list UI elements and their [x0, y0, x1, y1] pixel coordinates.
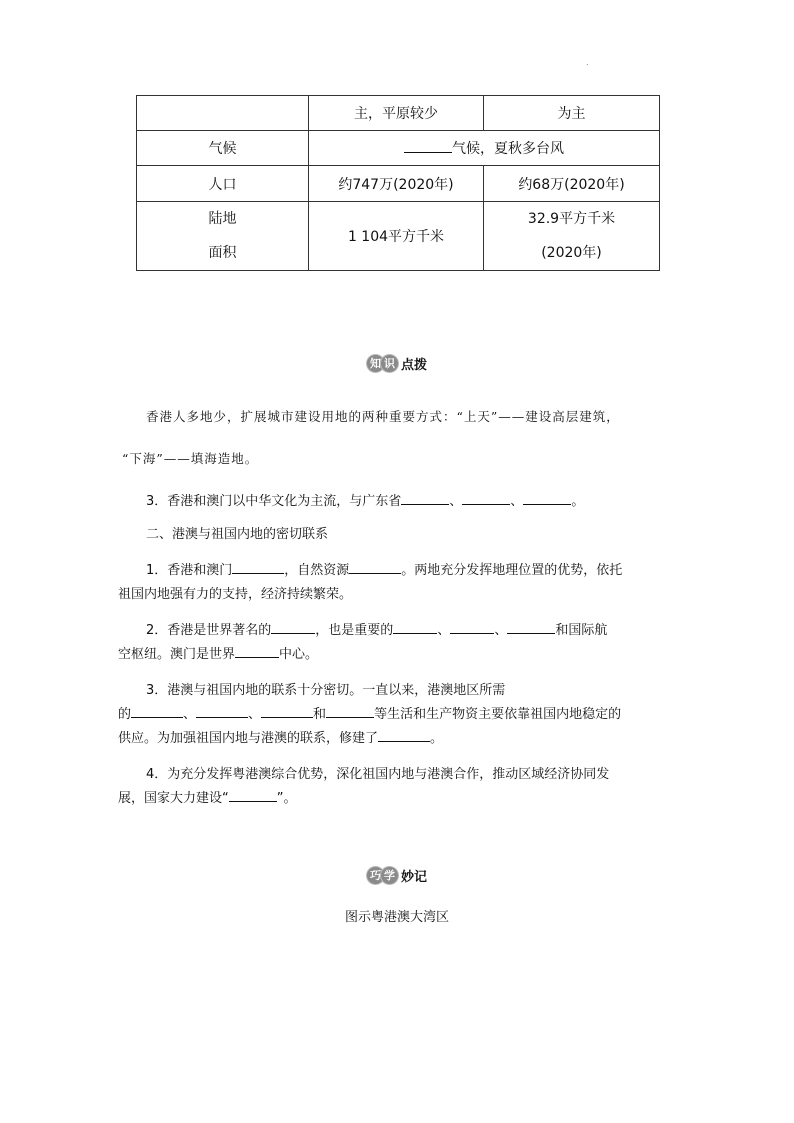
knowledge-tip-heading	[0, 354, 794, 373]
table-row	[137, 166, 660, 202]
tip-line: 香港人多地少，扩展城市建设用地的两种重要方式：“上天”——建设高层建筑，	[146, 409, 620, 424]
table-row	[137, 131, 660, 166]
table-cell-hk: 1 104平方千米	[309, 202, 484, 271]
label-line: 陆地	[208, 211, 237, 227]
table-cell-label	[137, 202, 309, 271]
text: 、	[494, 623, 508, 638]
text: ”。	[276, 791, 297, 806]
paragraph-4: 4．为充分发挥粤港澳综合优势，深化祖国内地与港澳合作，推动区域经济协同发	[146, 767, 610, 782]
text: 供应。为加强祖国内地与港澳的联系，修建了	[118, 731, 379, 746]
paragraph-1	[118, 559, 678, 583]
answer-blank[interactable]	[235, 643, 279, 658]
answer-blank[interactable]	[196, 703, 248, 718]
answer-blank[interactable]	[507, 619, 555, 634]
table-cell-label: 人口	[137, 166, 309, 202]
answer-blank[interactable]	[326, 703, 374, 718]
label-line: 面积	[208, 245, 237, 261]
hk-macao-comparison-table	[136, 95, 660, 271]
badge-text: 妙记	[400, 870, 427, 885]
badge-text: 点拨	[400, 358, 427, 373]
answer-blank[interactable]	[232, 559, 284, 574]
text: 等生活和生产物资主要依靠祖国内地稳定的	[374, 707, 622, 722]
table-cell-hk: 约747万(2020年)	[309, 166, 484, 202]
text: 2．香港是世界著名的	[146, 623, 272, 638]
answer-blank[interactable]	[404, 138, 452, 153]
table-cell-mo	[484, 202, 660, 271]
answer-blank[interactable]	[523, 490, 571, 505]
section-heading: 二、港澳与祖国内地的密切联系	[146, 527, 329, 542]
climate-text: 气候，夏秋多台风	[452, 141, 564, 157]
table-cell-hk: 主，平原较少	[309, 96, 484, 131]
answer-blank[interactable]	[229, 787, 277, 802]
answer-blank[interactable]	[271, 619, 315, 634]
text: 1．香港和澳门	[146, 563, 233, 578]
text: 、	[183, 707, 197, 722]
paragraph-2	[118, 619, 678, 643]
text: 展，国家大力建设“	[118, 791, 229, 806]
paragraph-3-line3	[118, 727, 678, 751]
answer-blank[interactable]	[349, 559, 401, 574]
table-row	[137, 202, 660, 271]
text: 。	[430, 731, 444, 746]
answer-blank[interactable]	[401, 490, 449, 505]
figure-caption: 图示粤港澳大湾区	[344, 910, 449, 925]
text: ，自然资源	[284, 563, 350, 578]
answer-blank[interactable]	[131, 703, 183, 718]
paragraph-3: 3．港澳与祖国内地的联系十分密切。一直以来，港澳地区所需	[146, 683, 506, 698]
table-cell-label	[137, 96, 309, 131]
answer-blank[interactable]	[450, 619, 494, 634]
text: 空枢纽。澳门是世界	[118, 647, 236, 662]
value-line: (2020年)	[541, 245, 602, 261]
table-cell-mo: 为主	[484, 96, 660, 131]
text: 的	[118, 707, 132, 722]
paragraph-3-line2	[118, 703, 678, 727]
badge-bubble: 巧	[367, 867, 384, 884]
question-3-culture	[118, 490, 678, 514]
paragraph-4-line2	[118, 787, 678, 811]
value-line: 32.9平方千米	[527, 211, 616, 227]
table-cell-climate	[309, 131, 660, 166]
text: 、	[510, 494, 524, 509]
text: 、	[248, 707, 262, 722]
corner-mark: .	[586, 58, 589, 67]
paragraph-2-line2	[118, 643, 678, 667]
badge-bubble: 学	[381, 867, 398, 884]
answer-blank[interactable]	[393, 619, 437, 634]
memory-tip-heading	[0, 866, 794, 885]
badge-bubble: 知	[367, 355, 384, 372]
text: 。两地充分发挥地理位置的优势，依托	[401, 563, 623, 578]
text: 中心。	[279, 647, 319, 662]
text: 和国际航	[555, 623, 608, 638]
text: 3．香港和澳门以中华文化为主流，与广东省	[146, 494, 402, 509]
text: 、	[437, 623, 451, 638]
badge-bubble: 识	[381, 355, 398, 372]
answer-blank[interactable]	[261, 703, 313, 718]
tip-line: “下海”——填海造地。	[122, 451, 259, 466]
table-cell-mo: 约68万(2020年)	[484, 166, 660, 202]
text: 、	[449, 494, 463, 509]
text: ，也是重要的	[315, 623, 394, 638]
table-cell-label: 气候	[137, 131, 309, 166]
paragraph-1-line2: 祖国内地强有力的支持，经济持续繁荣。	[118, 587, 353, 602]
text: 。	[571, 494, 585, 509]
answer-blank[interactable]	[378, 727, 430, 742]
table-row	[137, 96, 660, 131]
answer-blank[interactable]	[462, 490, 510, 505]
text: 和	[313, 707, 327, 722]
